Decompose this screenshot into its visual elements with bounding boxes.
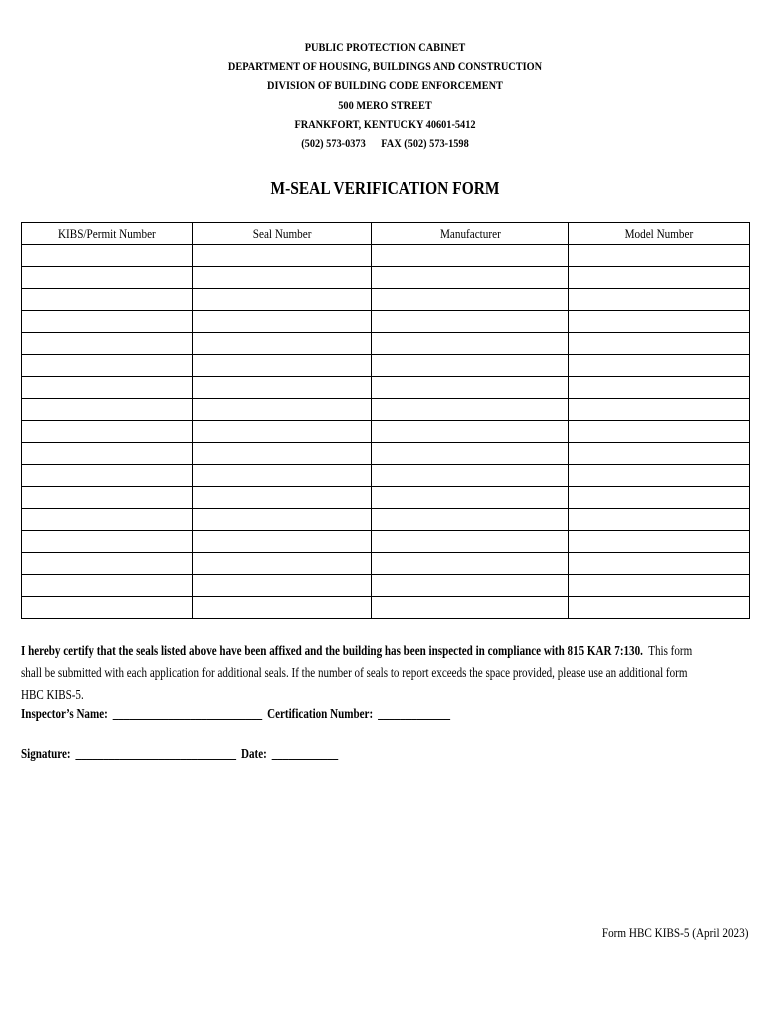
table-cell[interactable]	[22, 421, 193, 443]
table-cell[interactable]	[569, 487, 750, 509]
table-row	[22, 575, 750, 597]
table-row	[22, 267, 750, 289]
table-row	[22, 421, 750, 443]
table-cell[interactable]	[372, 421, 569, 443]
table-row	[22, 509, 750, 531]
table-header-row	[22, 223, 750, 245]
contact-numbers	[54, 134, 716, 153]
table-cell[interactable]	[569, 553, 750, 575]
table-cell[interactable]	[372, 377, 569, 399]
table-cell[interactable]	[193, 509, 372, 531]
inspector-name-label: Inspector’s Name:	[21, 706, 108, 721]
date-label: Date:	[240, 746, 267, 761]
table-row	[22, 487, 750, 509]
table-cell[interactable]	[193, 267, 372, 289]
table-cell[interactable]	[193, 443, 372, 465]
table-cell[interactable]	[22, 245, 193, 267]
seal-table	[21, 222, 750, 619]
column-header: KIBS/Permit Number	[22, 223, 193, 245]
table-cell[interactable]	[372, 575, 569, 597]
form-footer: Form HBC KIBS-5 (April 2023)	[601, 925, 748, 940]
table-cell[interactable]	[193, 465, 372, 487]
signature-field[interactable]: _____________________________	[75, 746, 237, 761]
table-cell[interactable]	[22, 597, 193, 619]
table-cell[interactable]	[22, 575, 193, 597]
table-row	[22, 443, 750, 465]
table-cell[interactable]	[22, 509, 193, 531]
table-cell[interactable]	[569, 245, 750, 267]
table-cell[interactable]	[569, 311, 750, 333]
table-cell[interactable]	[569, 399, 750, 421]
table-cell[interactable]	[193, 245, 372, 267]
table-cell[interactable]	[372, 487, 569, 509]
table-cell[interactable]	[372, 443, 569, 465]
date-field[interactable]: ____________	[271, 746, 339, 761]
table-cell[interactable]	[569, 289, 750, 311]
table-cell[interactable]	[372, 531, 569, 553]
column-header: Model Number	[569, 223, 750, 245]
table-cell[interactable]	[372, 355, 569, 377]
table-cell[interactable]	[22, 311, 193, 333]
table-cell[interactable]	[372, 509, 569, 531]
table-row	[22, 355, 750, 377]
table-cell[interactable]	[372, 311, 569, 333]
table-row	[22, 289, 750, 311]
seal-table-body	[22, 245, 750, 619]
table-cell[interactable]	[193, 421, 372, 443]
division-name: DIVISION OF BUILDING CODE ENFORCEMENT	[267, 78, 503, 93]
table-cell[interactable]	[569, 465, 750, 487]
table-cell[interactable]	[569, 531, 750, 553]
table-row	[22, 377, 750, 399]
table-cell[interactable]	[193, 487, 372, 509]
inspector-row	[21, 702, 595, 742]
table-cell[interactable]	[193, 597, 372, 619]
table-row	[22, 553, 750, 575]
table-cell[interactable]	[22, 399, 193, 421]
inspector-name-field[interactable]: ___________________________	[112, 706, 263, 721]
table-cell[interactable]	[569, 421, 750, 443]
table-cell[interactable]	[569, 443, 750, 465]
table-cell[interactable]	[193, 377, 372, 399]
table-cell[interactable]	[569, 355, 750, 377]
table-cell[interactable]	[193, 333, 372, 355]
form-header	[54, 38, 716, 153]
signature-label: Signature:	[21, 746, 71, 761]
table-cell[interactable]	[569, 575, 750, 597]
street-address: 500 MERO STREET	[338, 97, 432, 112]
table-cell[interactable]	[22, 377, 193, 399]
form-title: M-SEAL VERIFICATION FORM	[270, 178, 500, 198]
city-address: FRANKFORT, KENTUCKY 40601-5412	[294, 116, 476, 131]
table-cell[interactable]	[22, 267, 193, 289]
table-cell[interactable]	[193, 553, 372, 575]
table-cell[interactable]	[372, 333, 569, 355]
table-cell[interactable]	[372, 553, 569, 575]
table-cell[interactable]	[22, 553, 193, 575]
table-cell[interactable]	[22, 531, 193, 553]
table-cell[interactable]	[372, 245, 569, 267]
table-cell[interactable]	[22, 465, 193, 487]
table-cell[interactable]	[372, 597, 569, 619]
table-cell[interactable]	[22, 487, 193, 509]
table-row	[22, 597, 750, 619]
table-cell[interactable]	[193, 531, 372, 553]
certification-instructions: This form shall be submitted with each application for additional seals. If the number of seals to report exceeds the space provided, please use an additional form HBC KIBS-5.	[21, 643, 693, 702]
fax-number: FAX (502) 573-1598	[381, 136, 469, 151]
table-cell[interactable]	[569, 597, 750, 619]
agency-name: PUBLIC PROTECTION CABINET	[304, 40, 466, 54]
table-cell[interactable]	[22, 355, 193, 377]
table-row	[22, 465, 750, 487]
table-row	[22, 245, 750, 267]
table-cell[interactable]	[372, 267, 569, 289]
certification-number-label: Certification Number:	[267, 706, 374, 721]
table-row	[22, 531, 750, 553]
table-cell[interactable]	[22, 289, 193, 311]
table-cell[interactable]	[193, 289, 372, 311]
inspector-fields	[21, 702, 595, 782]
certification-statement	[21, 640, 710, 706]
table-cell[interactable]	[372, 465, 569, 487]
certification-number-field[interactable]: _____________	[378, 706, 451, 721]
table-cell[interactable]	[193, 311, 372, 333]
department-name: DEPARTMENT OF HOUSING, BUILDINGS AND CONSTRUCTION	[227, 59, 543, 74]
table-cell[interactable]	[569, 333, 750, 355]
table-cell[interactable]	[569, 377, 750, 399]
table-cell[interactable]	[22, 443, 193, 465]
column-header: Manufacturer	[372, 223, 569, 245]
table-cell[interactable]	[569, 267, 750, 289]
table-cell[interactable]	[193, 355, 372, 377]
column-header: Seal Number	[193, 223, 372, 245]
table-cell[interactable]	[569, 509, 750, 531]
table-row	[22, 311, 750, 333]
table-cell[interactable]	[193, 399, 372, 421]
certification-bold-text: I hereby certify that the seals listed above have been affixed and the building has been inspected in compliance with 815 KAR 7:130.	[21, 643, 643, 658]
table-cell[interactable]	[372, 399, 569, 421]
table-row	[22, 333, 750, 355]
table-row	[22, 399, 750, 421]
table-cell[interactable]	[22, 333, 193, 355]
phone-number: (502) 573-0373	[301, 136, 366, 151]
signature-row	[21, 742, 595, 782]
table-cell[interactable]	[372, 289, 569, 311]
table-cell[interactable]	[193, 575, 372, 597]
